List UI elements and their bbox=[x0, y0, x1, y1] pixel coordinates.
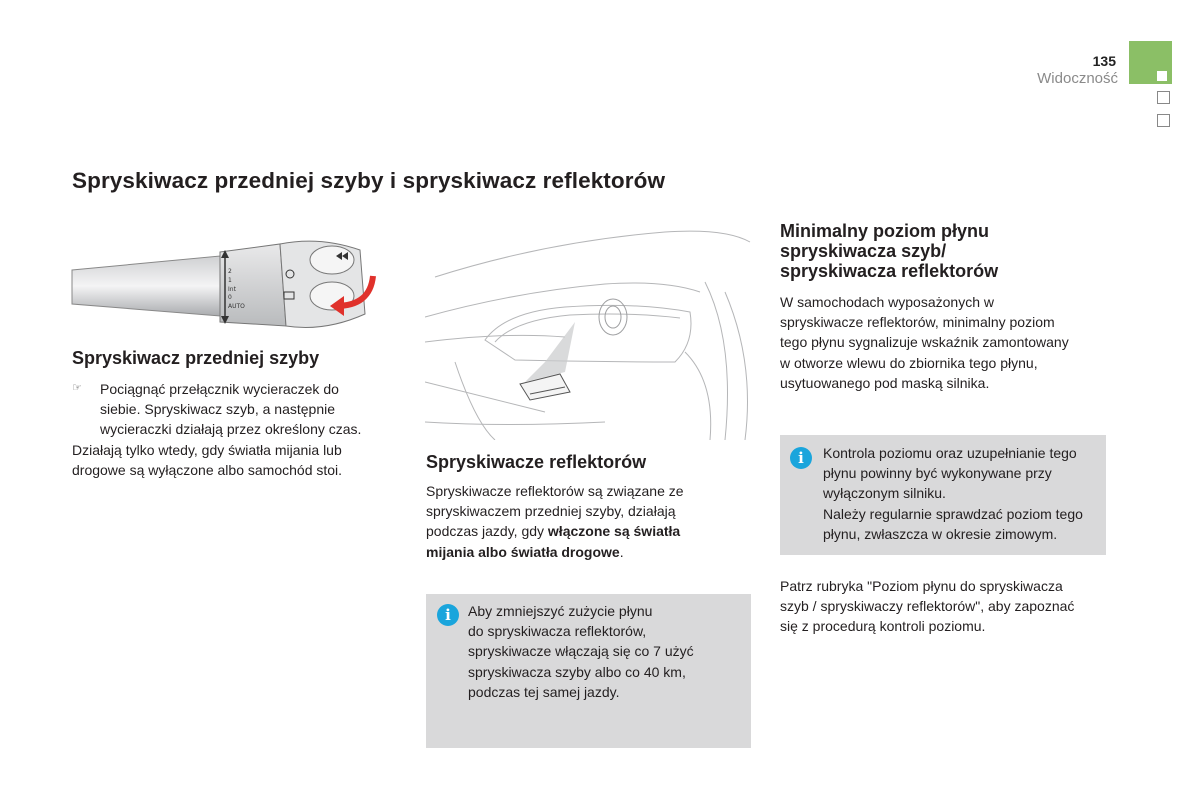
headlamp-line-4-bold: mijania albo światła drogowe bbox=[426, 543, 620, 560]
stalk-label-auto: AUTO bbox=[228, 303, 245, 310]
reference-line-2: szyb / spryskiwaczy reflektorów", aby zapoznać bbox=[780, 598, 1075, 615]
stalk-label-int: Int bbox=[228, 286, 236, 293]
bullet-line-3: wycieraczki działają przez określony czas. bbox=[100, 421, 362, 438]
stalk-label-2: 2 bbox=[228, 268, 232, 275]
headlamp-info-box bbox=[426, 594, 751, 748]
chapter-active-marker bbox=[1157, 71, 1167, 81]
headlamp-washer-text bbox=[426, 481, 746, 562]
fluid-level-line-2: spryskiwacze reflektorów, minimalny poziom bbox=[780, 314, 1055, 331]
condition-line-2: drogowe są wyłączone albo samochód stoi. bbox=[72, 461, 343, 478]
windscreen-washer-heading: Spryskiwacz przedniej szyby bbox=[72, 348, 320, 368]
headlamp-info-text bbox=[468, 601, 694, 702]
headlamp-line-1: Spryskiwacze reflektorów są związane ze bbox=[426, 483, 684, 499]
headlamp-washer-heading: Spryskiwacze reflektorów bbox=[426, 452, 647, 472]
fluid-note-line-4: Należy regularnie sprawdzać poziom tego bbox=[823, 505, 1083, 522]
cross-reference-text bbox=[780, 576, 1120, 637]
headlamp-line-3 bbox=[426, 521, 746, 541]
reference-line-3: się z procedurą kontroli poziomu. bbox=[780, 618, 986, 635]
fluid-note-line-3: wyłączonym silniku. bbox=[823, 485, 946, 502]
fluid-note-line-2: płynu powinny być wykonywane przy bbox=[823, 465, 1052, 482]
fluid-level-heading-line-3: spryskiwacza reflektorów bbox=[780, 261, 999, 281]
fluid-check-info-text bbox=[823, 443, 1083, 544]
headlamp-note-line-2: do spryskiwacza reflektorów, bbox=[468, 623, 647, 640]
instruction-bullet bbox=[72, 379, 402, 399]
headlamp-line-4 bbox=[426, 542, 746, 562]
page-number: 135 bbox=[1092, 53, 1116, 69]
headlamp-note-line-4: spryskiwacza szyby albo co 40 km, bbox=[468, 663, 686, 680]
headlamp-line-4-end: . bbox=[619, 543, 624, 560]
fluid-level-line-3: tego płynu sygnalizuje wskaźnik zamontowany bbox=[780, 334, 1069, 351]
bullet-line-1: Pociągnąć przełącznik wycieraczek do bbox=[100, 381, 339, 397]
fluid-level-line-4: w otworze wlewu do zbiornika tego płynu, bbox=[780, 354, 1038, 371]
stalk-label-0: 0 bbox=[228, 294, 232, 301]
chapter-marker-empty-2 bbox=[1157, 114, 1170, 127]
reference-line-1: Patrz rubryka "Poziom płynu do spryskiwacza bbox=[780, 578, 1063, 594]
fluid-level-heading-line-1: Minimalny poziom płynu bbox=[780, 221, 990, 241]
fluid-level-heading bbox=[780, 221, 998, 281]
windscreen-washer-text bbox=[72, 379, 402, 480]
bullet-line-2: siebie. Spryskiwacz szyb, a następnie bbox=[100, 401, 335, 418]
headlamp-washer-illustration bbox=[425, 222, 755, 440]
fluid-check-info-box bbox=[780, 435, 1106, 555]
headlamp-note-line-3: spryskiwacze włączają się co 7 użyć bbox=[468, 643, 694, 660]
stalk-label-1: 1 bbox=[228, 277, 232, 284]
headlamp-note-line-5: podczas tej samej jazdy. bbox=[468, 683, 620, 700]
headlamp-line-3-bold: włączone są światła bbox=[547, 523, 681, 540]
headlamp-line-3-plain: podczas jazdy, gdy bbox=[426, 523, 548, 540]
wiper-stalk-illustration bbox=[70, 236, 390, 331]
headlamp-line-2: spryskiwaczem przedniej szyby, działają bbox=[426, 503, 676, 520]
hand-pointer-icon: ☞ bbox=[72, 382, 82, 394]
section-name: Widoczność bbox=[1037, 70, 1118, 87]
fluid-note-line-1: Kontrola poziomu oraz uzupełnianie tego bbox=[823, 445, 1077, 461]
page-title: Spryskiwacz przedniej szyby i spryskiwacz reflektorów bbox=[72, 168, 666, 193]
fluid-level-heading-line-2: spryskiwacza szyb/ bbox=[780, 241, 947, 261]
info-icon: i bbox=[790, 447, 812, 469]
fluid-level-line-5: usytuowanego pod maską silnika. bbox=[780, 374, 990, 391]
info-icon: i bbox=[437, 604, 459, 626]
fluid-note-line-5: płynu, zwłaszcza w okresie zimowym. bbox=[823, 525, 1058, 542]
fluid-level-line-1: W samochodach wyposażonych w bbox=[780, 294, 994, 310]
condition-line-1: Działają tylko wtedy, gdy światła mijania lub bbox=[72, 441, 342, 458]
headlamp-note-line-1: Aby zmniejszyć zużycie płynu bbox=[468, 603, 653, 619]
fluid-level-text bbox=[780, 292, 1110, 393]
chapter-marker-empty-1 bbox=[1157, 91, 1170, 104]
